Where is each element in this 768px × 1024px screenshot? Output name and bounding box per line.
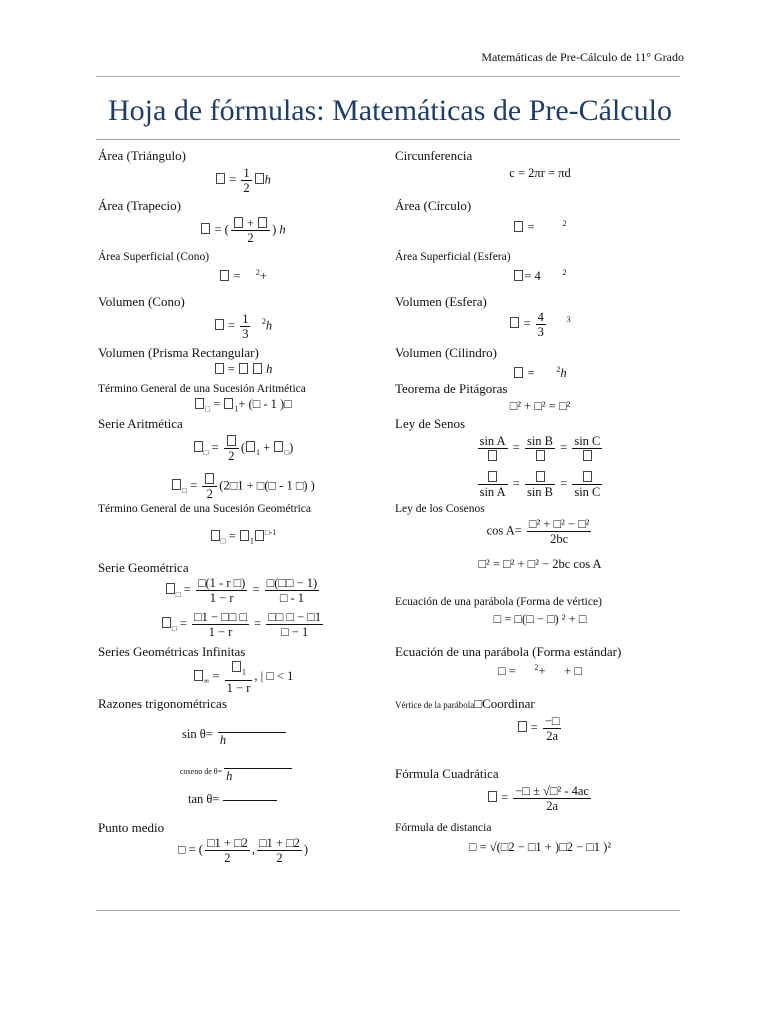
formula-label: Serie Geométrica xyxy=(98,560,189,575)
running-head: Matemáticas de Pre-Cálculo de 11° Grado xyxy=(481,50,684,64)
formula-trig-ratios xyxy=(98,696,388,806)
formula-label: Fórmula de distancia xyxy=(395,822,492,834)
placeholder-glyph xyxy=(216,173,225,184)
formula-expression-alt: $_□$ = $\frac{□1 - □□ □}{1 - r}$ = $\frac{□□ □ - □1}{□ - 1}$ xyxy=(98,610,388,639)
formula-area-trapezoid xyxy=(98,198,388,245)
formula-expression-alt: □² = □² + □² − 2bc cos A xyxy=(478,557,602,571)
formula-expression: $_□$ = 2 ( $_1$ + $_□$) xyxy=(98,434,388,463)
formula-pythagoras xyxy=(395,381,685,413)
formula-expression: = $^2$ xyxy=(395,216,685,235)
tan-ratio: tan θ= xyxy=(188,792,478,807)
formula-expression: $_\infty$ = $\frac{_1}{1 - r}$ , | □ < 1 xyxy=(98,660,388,695)
formula-midpoint xyxy=(98,820,388,865)
formula-expression: □ = □(□ − □) ² + □ xyxy=(493,612,587,626)
formula-expression: = $\frac{1}{3}$ $^2$h xyxy=(98,312,388,341)
formula-label: Área (Círculo) xyxy=(395,198,472,213)
formula-label: Ecuación de una parábola (Forma estándar) xyxy=(395,644,622,659)
formula-label: Volumen (Cilindro) xyxy=(395,345,497,360)
formula-label: Series Geométricas Infinitas xyxy=(98,644,246,659)
formula-arith-term xyxy=(98,381,388,414)
formula-parabola-vertex-form xyxy=(395,594,685,626)
formula-expression: = $^2$+ xyxy=(98,265,388,284)
formula-label: Área (Trapecio) xyxy=(98,198,181,213)
formula-expression: = $\frac{1}{2}$ h xyxy=(98,166,388,195)
formula-expression: $_□$ = $\frac{□(1 - r □)}{1 - r}$ = $\frac{□(□□ - 1)}{□ - 1}$ xyxy=(98,576,388,605)
formula-expression: cos A= $\frac{\text{□² + □² − □²}}{2bc}$ xyxy=(486,517,590,546)
formula-geo-infinite xyxy=(98,644,388,695)
formula-distance xyxy=(395,820,685,854)
formula-label: Volumen (Cono) xyxy=(98,294,185,309)
formula-volume-sphere xyxy=(395,294,685,339)
formula-expression: = $\frac{-□}{2a}$ xyxy=(395,714,685,743)
formula-expression: = $^2$h xyxy=(395,362,685,381)
formula-expression: □ = ( $\frac{□1 + □2}{2}$ , $\frac{□1 + □2}{2}$ ) xyxy=(177,836,309,865)
formula-label: Razones trigonométricas xyxy=(98,696,227,711)
formula-label: Teorema de Pitágoras xyxy=(395,381,508,396)
formula-geo-term xyxy=(98,501,388,546)
formula-law-of-sines xyxy=(395,416,685,499)
formula-area-triangle xyxy=(98,148,388,195)
formula-label: Fórmula Cuadrática xyxy=(395,766,499,781)
formula-label: Ecuación de una parábola (Forma de vértice) xyxy=(395,596,602,608)
document-title: Hoja de fórmulas: Matemáticas de Pre-Cálculo xyxy=(108,94,672,127)
formula-label: Volumen (Esfera) xyxy=(395,294,487,309)
formula-parabola-vertex xyxy=(395,696,685,743)
formula-label: Volumen (Prisma Rectangular) xyxy=(98,345,259,360)
formula-expression: = $\frac{\text{−□ ± √□² - 4ac}}{2a}$ xyxy=(395,784,685,813)
formula-expression: $_□$ = $_1$+ (□ - 1 )□ xyxy=(98,397,388,417)
formula-label: Término General de una Sucesión Geométrica xyxy=(98,503,311,515)
formula-label: Área (Triángulo) xyxy=(98,148,186,163)
formula-expression-alt: sin A = sin B = sin C xyxy=(395,470,685,499)
formula-expression: sin A = sin B = sin C xyxy=(395,434,685,463)
formula-expression: = 4 $^2$ xyxy=(395,265,685,284)
formula-expression: □ = √(□2 − □1 + )□2 − □1 )² xyxy=(468,840,612,854)
placeholder-glyph xyxy=(255,173,264,184)
formula-label: Circunferencia xyxy=(395,148,473,163)
footer-divider xyxy=(96,910,680,911)
formula-quadratic xyxy=(395,766,685,813)
cos-ratio: coseno de θ= h xyxy=(180,754,470,783)
formula-volume-cylinder xyxy=(395,345,685,381)
formula-label: Área Superficial (Esfera) xyxy=(395,251,511,263)
formula-label: Área Superficial (Cono) xyxy=(98,251,210,263)
formula-surface-sphere xyxy=(395,249,685,284)
fraction: $\frac{1}{2}$ xyxy=(243,166,250,195)
formula-arith-series xyxy=(98,416,388,501)
formula-expression: □² + □² = □² xyxy=(509,399,571,413)
formula-law-of-cosines xyxy=(395,501,685,571)
formula-expression: = h xyxy=(98,362,388,377)
formula-parabola-standard-form xyxy=(395,644,685,679)
formula-expression: c = 2πr = πd xyxy=(509,166,571,180)
title-underline xyxy=(96,139,680,140)
formula-label: Serie Aritmética xyxy=(98,416,183,431)
formula-expression: $_□$ = $_1^{□-1}$ xyxy=(98,525,388,549)
formula-expression: □ = $^2$+ + □ xyxy=(497,663,583,679)
formula-label: Vértice de la parábola□Coordinar xyxy=(395,696,535,711)
formula-volume-cone xyxy=(98,294,388,341)
formula-circumference xyxy=(395,148,685,180)
formula-volume-prism xyxy=(98,345,388,376)
formula-expression-alt: $_□$ = 2 (2□1 + □(□ - 1 □) ) xyxy=(98,472,388,501)
formula-expression: = ( $\frac{+}{2}$ ) h xyxy=(98,216,388,245)
formula-label: Ley de los Cosenos xyxy=(395,503,485,515)
formula-label: Punto medio xyxy=(98,820,165,835)
formula-geo-series xyxy=(98,560,388,639)
formula-surface-cone xyxy=(98,249,388,284)
formula-expression: = $\frac{4}{3}$ $^3$ xyxy=(395,310,685,339)
header-divider xyxy=(96,76,680,77)
formula-area-circle xyxy=(395,198,685,235)
formula-label: Término General de una Sucesión Aritmética xyxy=(98,383,306,395)
sin-ratio: sin θ= h xyxy=(182,718,472,747)
formula-label: Ley de Senos xyxy=(395,416,466,431)
